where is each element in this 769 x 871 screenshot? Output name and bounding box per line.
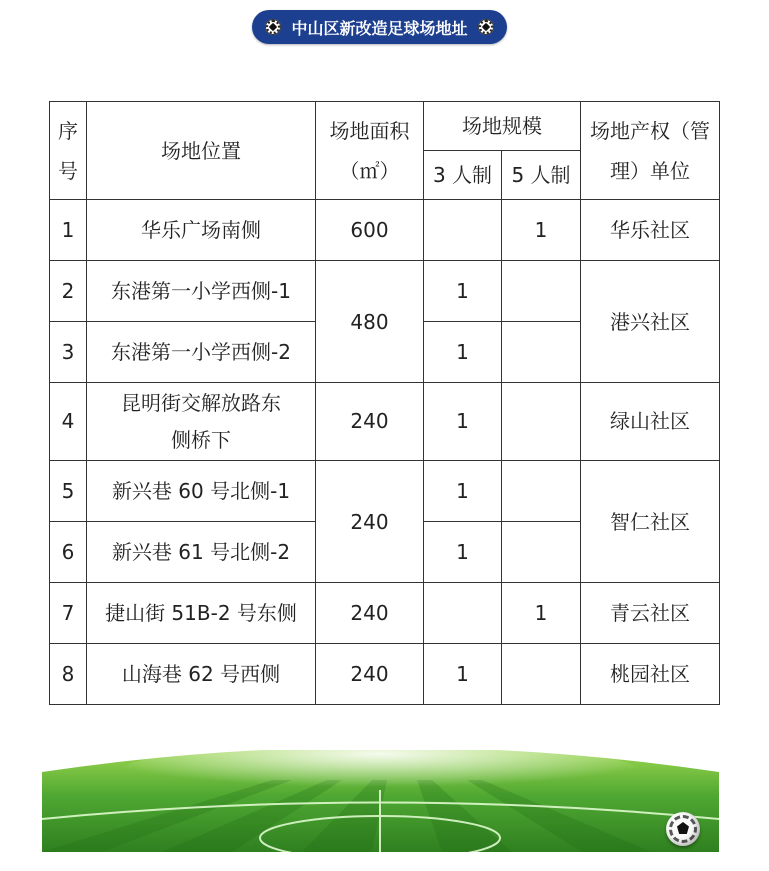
header-owner: 场地产权（管理）单位 (581, 102, 720, 200)
cell-five (502, 383, 581, 461)
cell-three: 1 (424, 522, 502, 583)
table-row (50, 383, 720, 461)
cell-location: 昆明街交解放路东侧桥下 (87, 383, 316, 461)
cell-area: 240 (316, 583, 424, 644)
cell-no: 2 (50, 261, 87, 322)
grass-field-graphic (42, 750, 719, 852)
cell-area: 600 (316, 200, 424, 261)
cell-owner: 绿山社区 (581, 383, 720, 461)
header-seq: 序号 (50, 102, 87, 200)
page-title: 中山区新改造足球场地址 (291, 18, 468, 38)
cell-no: 6 (50, 522, 87, 583)
table-row (50, 200, 720, 261)
cell-owner: 港兴社区 (581, 261, 720, 383)
soccer-field-banner (42, 750, 719, 852)
cell-three (424, 583, 502, 644)
cell-owner: 青云社区 (581, 583, 720, 644)
cell-location: 山海巷 62 号西侧 (87, 644, 316, 705)
cell-area: 480 (316, 261, 424, 383)
cell-area: 240 (316, 383, 424, 461)
header-scale: 场地规模 (424, 102, 581, 151)
cell-three: 1 (424, 261, 502, 322)
cell-area: 240 (316, 461, 424, 583)
table-row (50, 644, 720, 705)
header-three-a-side: 3 人制 (424, 151, 502, 200)
table-row (50, 461, 720, 522)
soccer-ball-icon (666, 812, 700, 846)
field-address-table (49, 101, 720, 705)
cell-no: 7 (50, 583, 87, 644)
cell-no: 5 (50, 461, 87, 522)
cell-location: 华乐广场南侧 (87, 200, 316, 261)
cell-owner: 桃园社区 (581, 644, 720, 705)
cell-location: 东港第一小学西侧-1 (87, 261, 316, 322)
soccer-ball-icon (478, 19, 494, 35)
cell-three: 1 (424, 644, 502, 705)
cell-area: 240 (316, 644, 424, 705)
page-title-banner (252, 10, 507, 44)
table-header-row (50, 102, 720, 151)
cell-five (502, 644, 581, 705)
cell-location: 新兴巷 60 号北侧-1 (87, 461, 316, 522)
cell-location: 捷山街 51B-2 号东侧 (87, 583, 316, 644)
cell-five: 1 (502, 200, 581, 261)
header-location: 场地位置 (87, 102, 316, 200)
cell-three: 1 (424, 383, 502, 461)
table-row (50, 261, 720, 322)
cell-three: 1 (424, 461, 502, 522)
cell-three: 1 (424, 322, 502, 383)
cell-five (502, 322, 581, 383)
cell-no: 8 (50, 644, 87, 705)
header-five-a-side: 5 人制 (502, 151, 581, 200)
cell-five (502, 261, 581, 322)
cell-five (502, 522, 581, 583)
cell-location: 新兴巷 61 号北侧-2 (87, 522, 316, 583)
cell-no: 3 (50, 322, 87, 383)
cell-five (502, 461, 581, 522)
cell-five: 1 (502, 583, 581, 644)
cell-owner: 华乐社区 (581, 200, 720, 261)
header-area: 场地面积（㎡） (316, 102, 424, 200)
table-row (50, 583, 720, 644)
cell-three (424, 200, 502, 261)
soccer-ball-icon (265, 19, 281, 35)
cell-no: 4 (50, 383, 87, 461)
cell-owner: 智仁社区 (581, 461, 720, 583)
cell-no: 1 (50, 200, 87, 261)
cell-location: 东港第一小学西侧-2 (87, 322, 316, 383)
